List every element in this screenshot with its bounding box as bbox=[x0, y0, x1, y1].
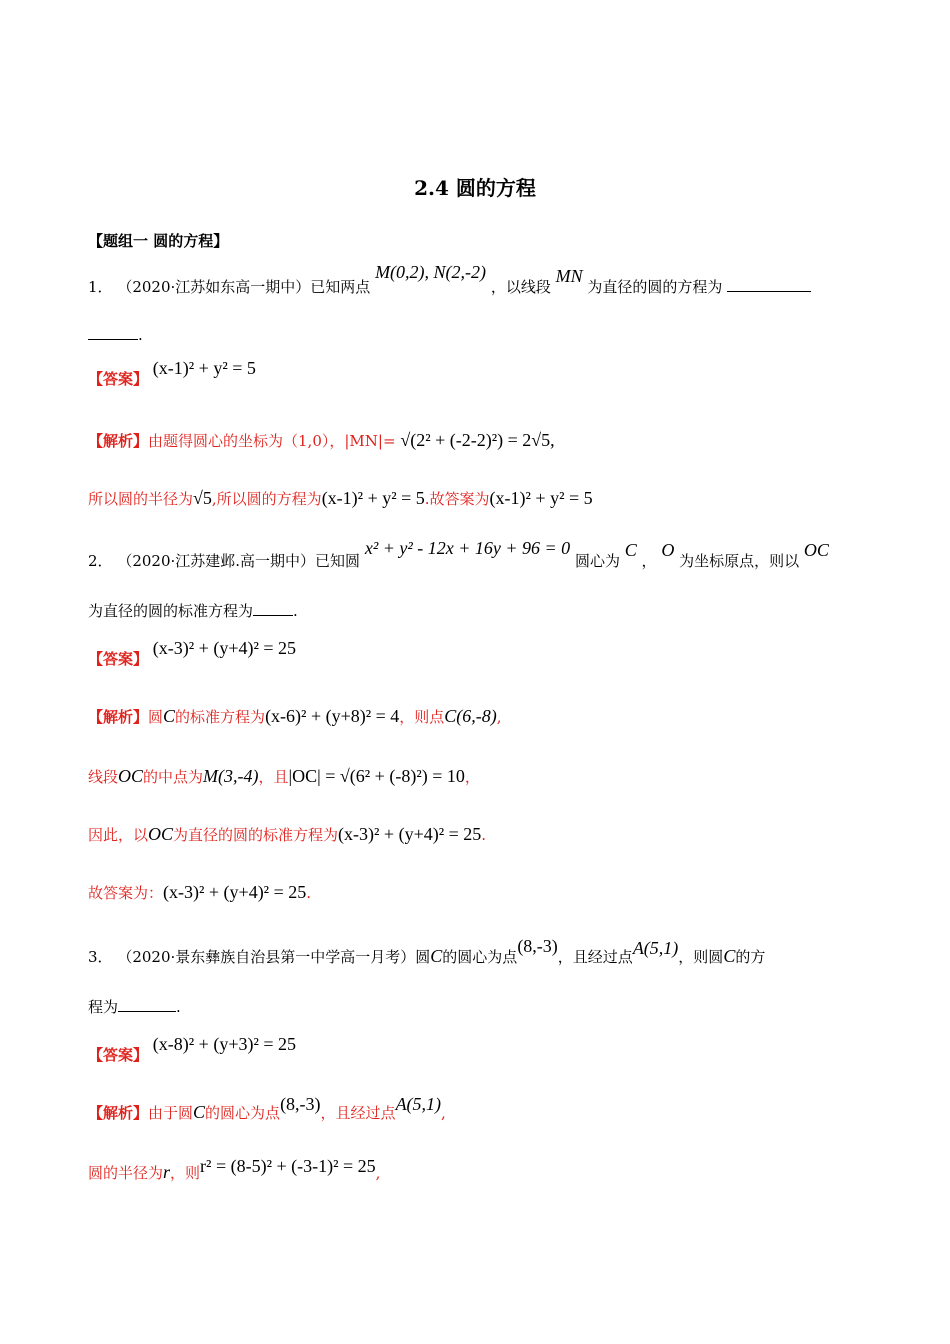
solution-text: 由题得圆心的坐标为（1,0），|MN|= bbox=[148, 432, 396, 450]
solution-text: 线段 bbox=[88, 768, 119, 786]
answer-3 bbox=[88, 1034, 862, 1065]
solution-equation: (x-3)² + (y+4)² = 25 bbox=[338, 824, 482, 844]
question-text: ，则圆 bbox=[678, 948, 724, 966]
solution-text: 故答案为： bbox=[88, 884, 164, 902]
math-point: A(5,1) bbox=[395, 1094, 442, 1114]
solution-equation: (x-1)² + y² = 5 bbox=[489, 488, 593, 508]
math-point: A(5,1) bbox=[632, 938, 679, 958]
math-point: M(3,-4) bbox=[203, 766, 259, 786]
math-points: M(0,2), N(2,-2) bbox=[375, 262, 487, 282]
solution-text: ， bbox=[464, 768, 480, 786]
solution-text: ，且 bbox=[258, 768, 289, 786]
question-3 bbox=[88, 936, 862, 967]
question-text: 的方 bbox=[735, 948, 766, 966]
solution-label: 【解析】 bbox=[88, 432, 149, 450]
solution-text: ，且经过点 bbox=[320, 1104, 396, 1122]
solution-text: , bbox=[375, 1164, 381, 1182]
solution-text: . bbox=[481, 826, 487, 844]
answer-blank bbox=[253, 603, 293, 616]
answer-equation: (x-8)² + (y+3)² = 25 bbox=[152, 1034, 297, 1054]
solution-label: 【解析】 bbox=[88, 708, 149, 726]
solution-equation: √5 bbox=[193, 488, 212, 508]
question-number: 1． bbox=[88, 278, 113, 296]
math-c: C bbox=[723, 946, 736, 966]
solution-text: 因此，以 bbox=[88, 826, 149, 844]
solution-text: , bbox=[496, 708, 502, 726]
question-text: ，且经过点 bbox=[557, 948, 633, 966]
math-segment: MN bbox=[555, 266, 583, 286]
math-c: C bbox=[193, 1102, 206, 1122]
question-2-cont bbox=[88, 600, 862, 621]
solution-text: . bbox=[306, 884, 312, 902]
solution-text: 的标准方程为 bbox=[175, 708, 266, 726]
question-text: 为坐标原点，则以 bbox=[679, 552, 800, 570]
question-source: （2020·景东彝族自治县第一中学高一月考）圆 bbox=[117, 948, 431, 966]
answer-blank bbox=[118, 999, 176, 1012]
period: . bbox=[138, 326, 143, 344]
solution-equation: √(2² + (-2-2)²) = 2√5, bbox=[400, 430, 555, 450]
solution-3-line-2 bbox=[88, 1156, 862, 1183]
solution-1-line-2 bbox=[88, 488, 862, 509]
question-source: （2020·江苏如东高一期中）已知两点 bbox=[117, 278, 371, 296]
question-number: 2． bbox=[88, 552, 113, 570]
solution-text: ，则点 bbox=[399, 708, 445, 726]
solution-2-line-1 bbox=[88, 706, 862, 727]
answer-label: 【答案】 bbox=[88, 370, 149, 388]
question-text: 程为 bbox=[88, 998, 119, 1016]
solution-equation: (x-6)² + (y+8)² = 4 bbox=[265, 706, 400, 726]
solution-equation: (x-1)² + y² = 5 bbox=[321, 488, 425, 508]
question-2 bbox=[88, 538, 862, 571]
math-point: C(6,-8) bbox=[444, 706, 497, 726]
question-text: 圆心为 bbox=[574, 552, 620, 570]
question-3-cont bbox=[88, 996, 862, 1017]
solution-equation: r² = (8-5)² + (-3-1)² = 25 bbox=[200, 1156, 376, 1176]
solution-2-line-4 bbox=[88, 882, 862, 903]
answer-equation: (x-1)² + y² = 5 bbox=[152, 358, 256, 378]
solution-text: 的圆心为点 bbox=[205, 1104, 281, 1122]
solution-2-line-3 bbox=[88, 824, 862, 845]
solution-text: 由于圆 bbox=[148, 1104, 194, 1122]
answer-blank bbox=[88, 327, 138, 340]
solution-2-line-2 bbox=[88, 766, 862, 787]
page-title: 2.4 圆的方程 bbox=[414, 176, 536, 200]
solution-text: ，则 bbox=[170, 1164, 201, 1182]
question-source: （2020·江苏建邺.高一期中）已知圆 bbox=[117, 552, 361, 570]
question-text: 的圆心为点 bbox=[442, 948, 518, 966]
math-o: O bbox=[661, 540, 675, 560]
question-text: 为直径的圆的方程为 bbox=[587, 278, 723, 296]
question-text: ，以线段 bbox=[490, 278, 551, 296]
question-text: ， bbox=[641, 552, 657, 570]
answer-equation: (x-3)² + (y+4)² = 25 bbox=[152, 638, 297, 658]
solution-text: .故答案为 bbox=[424, 490, 490, 508]
answer-2 bbox=[88, 638, 862, 669]
math-oc: OC bbox=[118, 766, 144, 786]
math-r: r bbox=[163, 1162, 171, 1182]
math-point: (8,-3) bbox=[280, 1094, 321, 1114]
solution-equation: |OC| = √(6² + (-8)²) = 10 bbox=[288, 766, 465, 786]
group-header: 【题组一 圆的方程】 bbox=[88, 232, 229, 250]
solution-label: 【解析】 bbox=[88, 1104, 149, 1122]
math-c: C bbox=[163, 706, 176, 726]
solution-3-line-1 bbox=[88, 1094, 862, 1123]
math-c: C bbox=[430, 946, 443, 966]
solution-text: , bbox=[441, 1104, 446, 1122]
math-oc: OC bbox=[148, 824, 174, 844]
question-text: 为直径的圆的标准方程为 bbox=[88, 602, 254, 620]
answer-1 bbox=[88, 358, 862, 389]
solution-text: 的中点为 bbox=[143, 768, 204, 786]
solution-text: 所以圆的半径为 bbox=[88, 490, 194, 508]
solution-text: ,所以圆的方程为 bbox=[211, 490, 322, 508]
solution-equation: (x-3)² + (y+4)² = 25 bbox=[163, 882, 307, 902]
solution-text: 圆 bbox=[148, 708, 164, 726]
period: . bbox=[176, 998, 181, 1016]
question-number: 3． bbox=[88, 948, 113, 966]
solution-text: 为直径的圆的标准方程为 bbox=[173, 826, 339, 844]
solution-text: 圆的半径为 bbox=[88, 1164, 164, 1182]
math-point: (8,-3) bbox=[517, 936, 558, 956]
question-1 bbox=[88, 262, 862, 297]
answer-label: 【答案】 bbox=[88, 650, 149, 668]
period: . bbox=[293, 602, 298, 620]
math-c: C bbox=[624, 540, 637, 560]
question-1-cont bbox=[88, 326, 862, 344]
solution-1-line-1 bbox=[88, 430, 862, 451]
answer-blank bbox=[727, 279, 811, 292]
math-oc: OC bbox=[803, 540, 829, 560]
answer-label: 【答案】 bbox=[88, 1046, 149, 1064]
math-equation: x² + y² - 12x + 16y + 96 = 0 bbox=[364, 538, 571, 558]
